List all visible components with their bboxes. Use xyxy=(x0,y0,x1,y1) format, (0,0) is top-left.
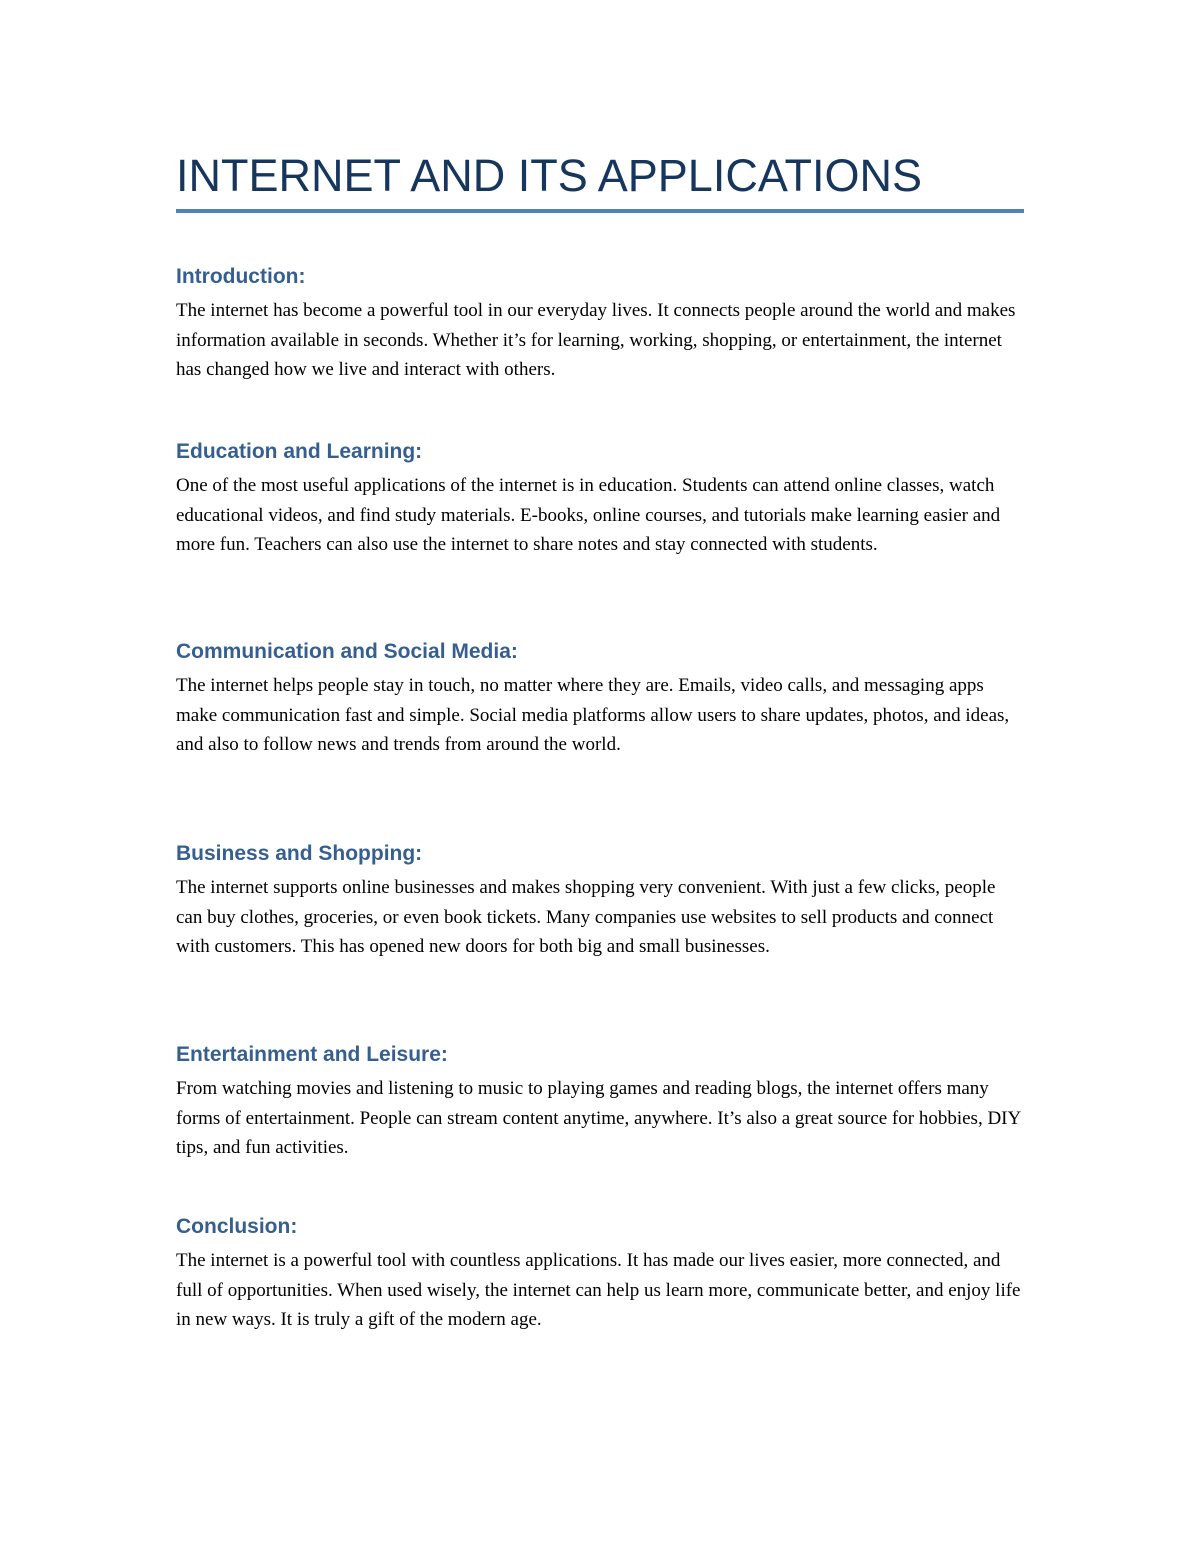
section-entertainment xyxy=(176,1040,1026,1163)
section-body: One of the most useful applications of the internet is in education. Students can attend online classes, watch educational videos, and find study materials. E-books, online courses, and tutorials make learning easier and more fun. Teachers can also use the internet to share notes and stay connected with students. xyxy=(176,475,1001,555)
section-heading: Education and Learning: xyxy=(176,440,423,463)
section-education xyxy=(176,437,1026,560)
section-conclusion xyxy=(176,1212,1026,1335)
section-introduction xyxy=(176,262,1026,385)
section-heading: Introduction: xyxy=(176,265,306,288)
section-heading: Conclusion: xyxy=(176,1215,298,1238)
section-body: The internet supports online businesses and makes shopping very convenient. With just a few clicks, people can buy clothes, groceries, or even book tickets. Many companies use websites to sell products and connect with customers. This has opened new doors for both big and small businesses. xyxy=(176,877,996,957)
section-business xyxy=(176,839,1026,962)
document-title: INTERNET AND ITS APPLICATIONS xyxy=(176,150,922,201)
section-communication xyxy=(176,637,1026,760)
section-body: The internet helps people stay in touch, no matter where they are. Emails, video calls, and messaging apps make communication fast and simple. Social media platforms allow users to share updates, photos, and ideas, and also to follow news and trends from around the world. xyxy=(176,675,1010,755)
section-body: The internet is a powerful tool with countless applications. It has made our lives easier, more connected, and full of opportunities. When used wisely, the internet can help us learn more, communicate better, and enjoy life in new ways. It is truly a gift of the modern age. xyxy=(176,1250,1021,1330)
section-body: The internet has become a powerful tool in our everyday lives. It connects people around the world and makes information available in seconds. Whether it’s for learning, working, shopping, or entertainment, the internet has changed how we live and interact with others. xyxy=(176,300,1016,380)
section-heading: Entertainment and Leisure: xyxy=(176,1043,448,1066)
section-heading: Business and Shopping: xyxy=(176,842,423,865)
title-underline xyxy=(176,209,1024,213)
section-heading: Communication and Social Media: xyxy=(176,640,518,663)
section-body: From watching movies and listening to music to playing games and reading blogs, the internet offers many forms of entertainment. People can stream content anytime, anywhere. It’s also a great source for hobbies, DIY tips, and fun activities. xyxy=(176,1078,1021,1158)
